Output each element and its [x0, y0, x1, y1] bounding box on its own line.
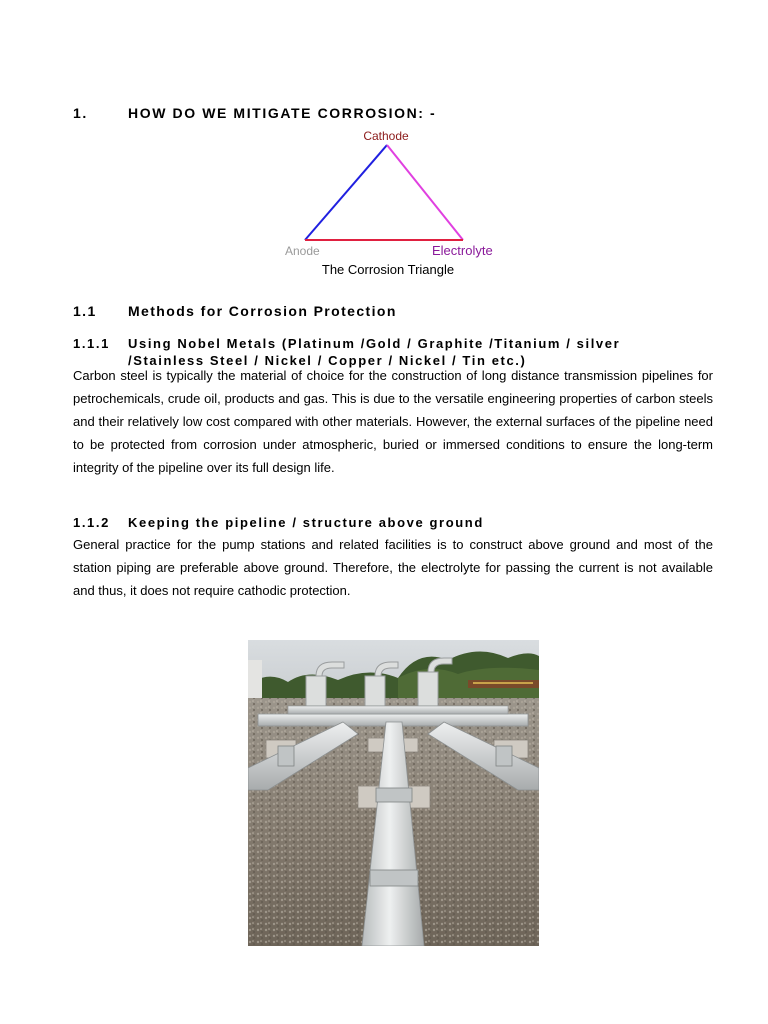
section-title-line-1: Using Nobel Metals (Platinum /Gold / Graphite /Titanium / silver — [128, 336, 621, 351]
corrosion-triangle-diagram — [283, 127, 508, 279]
pipeline-photo — [248, 640, 539, 946]
section-title: Keeping the pipeline / structure above ground — [128, 515, 484, 530]
section-title: Methods for Corrosion Protection — [128, 303, 397, 319]
cathode-electrolyte-edge — [387, 145, 463, 240]
section-1-1-heading — [73, 303, 713, 323]
section-number: 1.1 — [73, 303, 97, 319]
section-title-line-2: /Stainless Steel / Nickel / Copper / Nickel / Tin etc.) — [128, 353, 527, 368]
pipeline-photo-illustration — [248, 640, 539, 946]
section-number: 1. — [73, 105, 88, 121]
triangle-caption: The Corrosion Triangle — [321, 262, 455, 277]
section-number: 1.1.1 — [73, 336, 110, 351]
section-1-1-2-heading — [73, 515, 713, 533]
corrosion-triangle-figure — [283, 127, 508, 279]
anode-label: Anode — [285, 244, 320, 258]
section-1-heading — [73, 105, 713, 125]
electrolyte-label: Electrolyte — [432, 243, 493, 258]
section-1-1-1-body: Carbon steel is typically the material of choice for the construction of long distance transmission pipelines for petrochemicals, crude oil, products and gas. This is due to the versatile engineering properties of carbon steels and their relatively low cost compared with other materials. However, the external surfaces of the pipeline need to be protected from corrosion under atmospheric, buried or immersed conditions to ensure the long-term integrity of the pipeline over its full design life. — [73, 368, 713, 475]
anode-cathode-edge — [305, 145, 387, 240]
section-number: 1.1.2 — [73, 515, 110, 530]
section-title: HOW DO WE MITIGATE CORROSION: - — [128, 105, 437, 121]
section-1-1-2-body: General practice for the pump stations and related facilities is to construct above ground and most of the station piping are preferable above ground. Therefore, the electrolyte for passing the current is not available and thus, it does not require cathodic protection. — [73, 537, 713, 598]
cathode-label: Cathode — [363, 129, 409, 143]
